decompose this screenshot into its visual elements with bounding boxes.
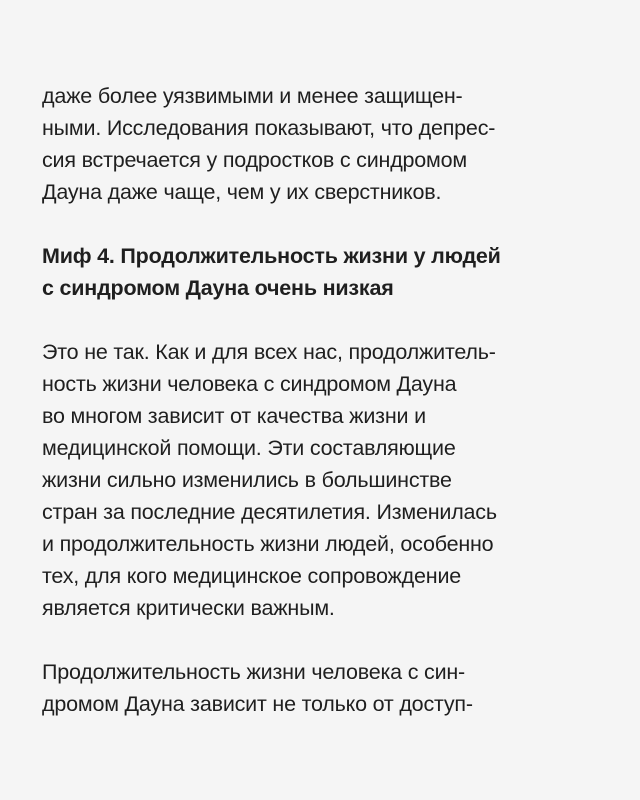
text-line: медицинской помощи. Эти составляющие — [42, 436, 456, 460]
text-line: является критически важным. — [42, 596, 335, 620]
text-line: Дауна даже чаще, чем у их сверстников. — [42, 180, 442, 204]
text-line: Продолжительность жизни человека с син- — [42, 660, 466, 684]
text-line: и продолжительность жизни людей, особенно — [42, 532, 494, 556]
paragraph-body — [42, 336, 602, 624]
paragraph-next — [42, 656, 602, 720]
text-line: ность жизни человека с синдромом Дауна — [42, 372, 457, 396]
text-line: стран за последние десятилетия. Изменилась — [42, 500, 497, 524]
heading-line: с синдромом Дауна очень низкая — [42, 276, 394, 300]
text-line: Это не так. Как и для всех нас, продолжитель- — [42, 340, 496, 364]
text-line: тех, для кого медицинское сопровождение — [42, 564, 462, 588]
section-heading — [42, 240, 602, 304]
text-line: ными. Исследования показывают, что депрес- — [42, 116, 496, 140]
text-line: жизни сильно изменились в большинстве — [42, 468, 452, 492]
paragraph-continued — [42, 80, 602, 208]
text-line: сия встречается у подростков с синдромом — [42, 148, 467, 172]
text-line: даже более уязвимыми и менее защищен- — [42, 84, 463, 108]
heading-line: Миф 4. Продолжительность жизни у людей — [42, 244, 501, 268]
text-line: во многом зависит от качества жизни и — [42, 404, 426, 428]
text-line: дромом Дауна зависит не только от доступ- — [42, 692, 473, 716]
